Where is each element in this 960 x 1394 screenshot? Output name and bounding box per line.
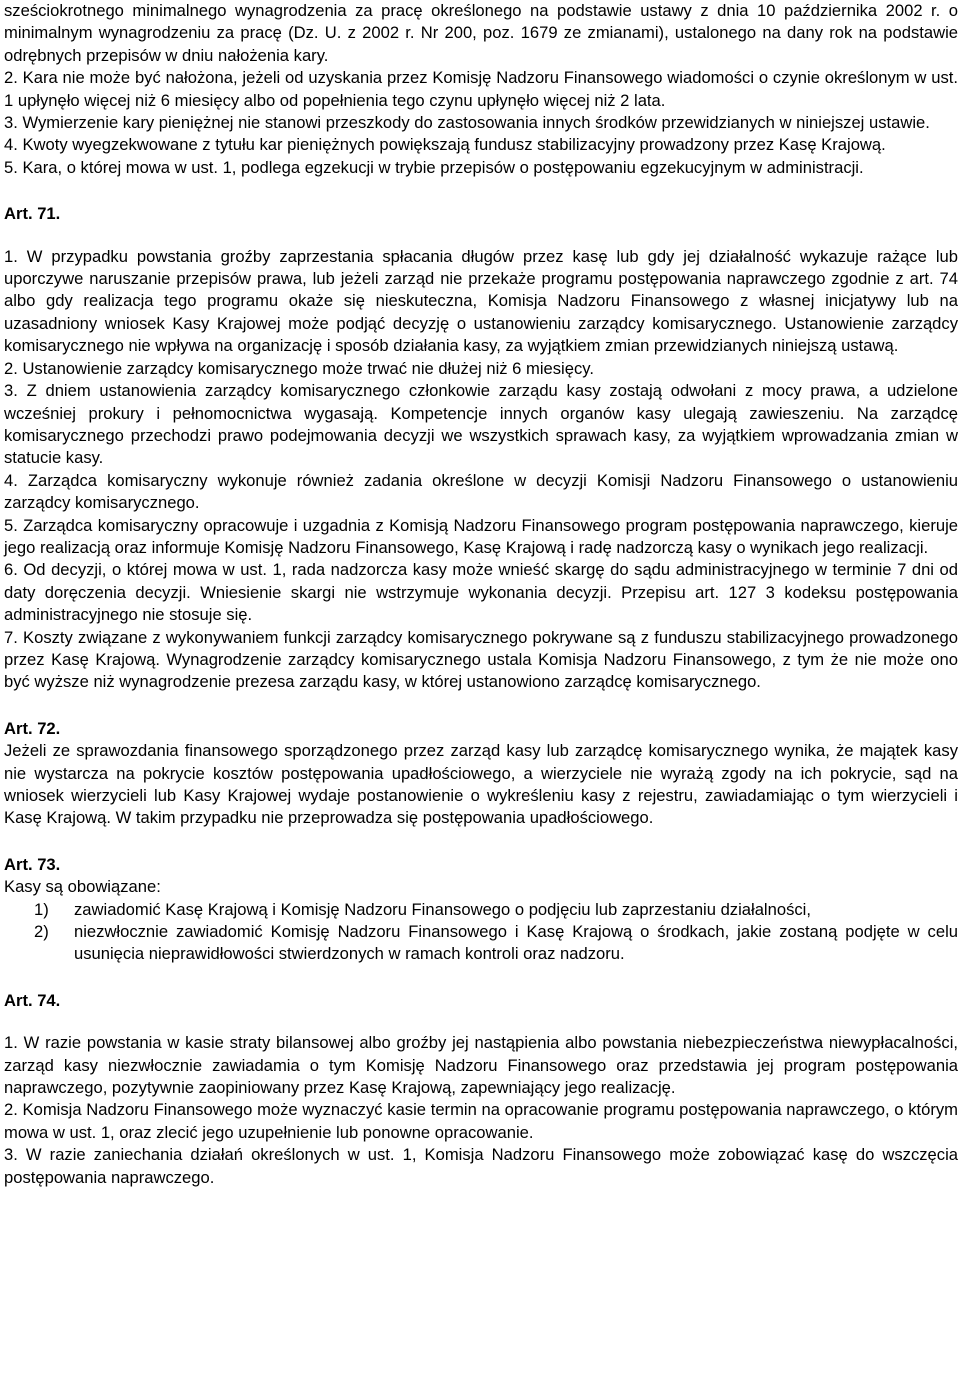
list-item-number: 1) bbox=[34, 899, 49, 919]
fragment-paragraph-5: 5. Kara, o której mowa w ust. 1, podlega egzekucji w trybie przepisów o postępowaniu egzekucyjnym w administracji. bbox=[4, 157, 864, 177]
article-71 bbox=[4, 203, 958, 694]
spacer bbox=[4, 226, 958, 246]
article-74-paragraph-3: 3. W razie zaniechania działań określonych w ust. 1, Komisja Nadzoru Finansowego może zobowiązać kasę do wszczęcia postępowania naprawczego. bbox=[4, 1145, 958, 1187]
article-71-paragraph-2: 2. Ustanowienie zarządcy komisarycznego może trwać nie dłużej niż 6 miesięcy. bbox=[4, 358, 594, 378]
article-71-heading: Art. 71. bbox=[4, 204, 61, 224]
fragment-paragraph-4: 4. Kwoty wyegzekwowane z tytułu kar pieniężnych powiększają fundusz stabilizacyjny prowadzony przez Kasę Krajową. bbox=[4, 135, 886, 155]
article-71-paragraph-1: 1. W przypadku powstania groźby zaprzestania spłacania długów przez kasę lub gdy jej działalność wykazuje rażące lub uporczywe naruszanie przepisów prawa, lub jeżeli zarząd nie przekaże programu postępowania naprawczego zgodnie z art. 74 albo gdy realizacja tego programu okaże się nieskuteczna, Komisja Nadzoru Finansowego z własnej inicjatywy lub na uzasadniony wniosek Kasy Krajowej może podjąć decyzję o ustanowieniu zarządcy komisarycznego. Ustanowienie zarządcy komisarycznego nie wpływa na organizację i sposób działania kasy, za wyjątkiem zmian przewidzianych niniejszą ustawą. bbox=[4, 246, 958, 356]
spacer bbox=[4, 966, 958, 990]
fragment-section bbox=[4, 0, 958, 179]
fragment-paragraph-3: 3. Wymierzenie kary pieniężnej nie stanowi przeszkody do zastosowania innych środków przewidzianych w niniejszej ustawie. bbox=[4, 113, 930, 133]
article-73-heading: Art. 73. bbox=[4, 854, 61, 874]
list-item bbox=[4, 921, 958, 966]
list-item-text: niezwłocznie zawiadomić Komisję Nadzoru Finansowego i Kasę Krajową o środkach, jakie zostaną podjęte w celu usunięcia nieprawidłowości stwierdzonych w ramach kontroli oraz nadzoru. bbox=[74, 922, 958, 964]
spacer bbox=[4, 694, 958, 718]
article-74-paragraph-1: 1. W razie powstania w kasie straty bilansowej albo groźby jej nastąpienia albo powstania niebezpieczeństwa niewypłacalności, zarząd kasy niezwłocznie zawiadamia o tym Komisję Nadzoru Finansowego oraz przedstawia jej program postępowania naprawczego, pozytywnie zaopiniowany przez Kasę Krajową, zapewniający jego realizację. bbox=[4, 1033, 958, 1098]
article-71-paragraph-5: 5. Zarządca komisaryczny opracowuje i uzgadnia z Komisją Nadzoru Finansowego program postępowania naprawczego, kieruje jego realizacją oraz informuje Komisję Nadzoru Finansowego, Kasę Krajową i radę nadzorczą kasy o wynikach jego realizacji. bbox=[4, 515, 958, 557]
article-71-paragraph-7: 7. Koszty związane z wykonywaniem funkcji zarządcy komisarycznego pokrywane są z funduszu stabilizacyjnego prowadzonego przez Kasę Krajową. Wynagrodzenie zarządcy komisarycznego ustala Komisja Nadzoru Finansowego, z tym że nie może ono być wyższe niż wynagrodzenie prezesa zarządu kasy, w której ustanowiono zarządcę komisarycznego. bbox=[4, 627, 958, 692]
article-74-paragraph-2: 2. Komisja Nadzoru Finansowego może wyznaczyć kasie termin na opracowanie programu postępowania naprawczego, o którym mowa w ust. 1, oraz zlecić jego uzupełnienie lub ponowne opracowanie. bbox=[4, 1100, 958, 1142]
article-71-paragraph-3: 3. Z dniem ustanowienia zarządcy komisarycznego członkowie zarządu kasy zostają odwołani z mocy prawa, a udzielone wcześniej prokury i pełnomocnictwa wygasają. Kompetencje innych organów kasy ulegają zawieszeniu. Na zarządcę komisarycznego przechodzi prawo podejmowania decyzji we wszystkich sprawach kasy, za wyjątkiem wprowadzania zmian w statucie kasy. bbox=[4, 381, 958, 468]
article-73-list bbox=[4, 899, 958, 966]
article-72-heading: Art. 72. bbox=[4, 718, 61, 738]
article-71-paragraph-4: 4. Zarządca komisaryczny wykonuje również zadania określone w decyzji Komisji Nadzoru Finansowego o ustanowieniu zarządcy komisarycznego. bbox=[4, 470, 958, 513]
document-page bbox=[4, 0, 958, 1189]
article-73-intro: Kasy są obowiązane: bbox=[4, 877, 161, 897]
fragment-paragraph-continuation: sześciokrotnego minimalnego wynagrodzenia za pracę określonego na podstawie ustawy z dnia 10 października 2002 r. o minimalnym wynagrodzeniu za pracę (Dz. U. z 2002 r. Nr 200, poz. 1679 ze zmianami), ustalonego na dany rok na podstawie odrębnych przepisów w dniu nałożenia kary. bbox=[4, 1, 958, 65]
article-74-heading: Art. 74. bbox=[4, 990, 61, 1010]
spacer bbox=[4, 1012, 958, 1032]
article-72-paragraph-1: Jeżeli ze sprawozdania finansowego sporządzonego przez zarząd kasy lub zarządcę komisarycznego wynika, że majątek kasy nie wystarcza na pokrycie kosztów postępowania upadłościowego, a wierzyciele nie wyrażą zgody na ich pokrycie, sąd na wniosek wierzycieli lub Kasy Krajowej wydaje postanowienie o wykreśleniu kasy z rejestru, zawiadamiając o tym wierzycieli i Kasę Krajową. W takim przypadku nie przeprowadza się postępowania upadłościowego. bbox=[4, 741, 958, 828]
spacer bbox=[4, 830, 958, 854]
spacer bbox=[4, 179, 958, 203]
list-item bbox=[4, 899, 958, 921]
article-71-paragraph-6: 6. Od decyzji, o której mowa w ust. 1, rada nadzorcza kasy może wnieść skargę do sądu administracyjnego w terminie 7 dni od daty doręczenia decyzji. Wniesienie skargi nie wstrzymuje wykonania decyzji. Przepisu art. 127 3 kodeksu postępowania administracyjnego nie stosuje się. bbox=[4, 560, 958, 625]
article-72 bbox=[4, 718, 958, 830]
article-74 bbox=[4, 990, 958, 1189]
list-item-text: zawiadomić Kasę Krajową i Komisję Nadzoru Finansowego o podjęciu lub zaprzestaniu działalności, bbox=[74, 899, 811, 919]
list-item-number: 2) bbox=[34, 922, 49, 942]
fragment-paragraph-2: 2. Kara nie może być nałożona, jeżeli od uzyskania przez Komisję Nadzoru Finansowego wiadomości o czynie określonym w ust. 1 upłynęło więcej niż 6 miesięcy albo od popełnienia tego czynu upłynęło więcej niż 2 lata. bbox=[4, 68, 958, 110]
article-73 bbox=[4, 854, 958, 966]
